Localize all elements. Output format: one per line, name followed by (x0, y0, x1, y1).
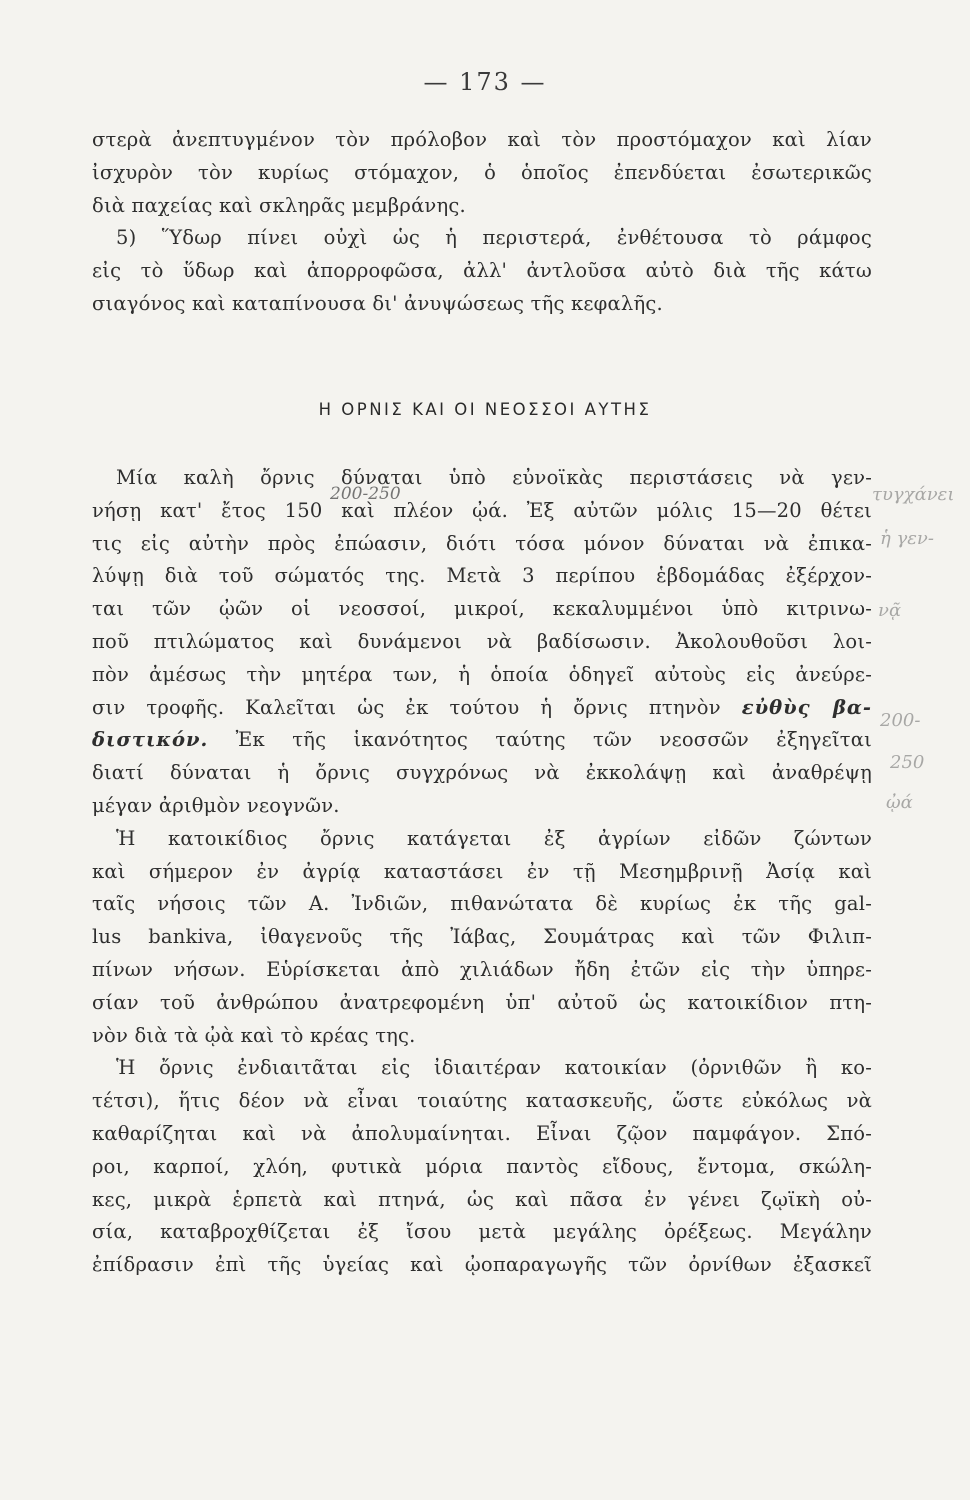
text-line-content: ροι, καρποί, χλόη, φυτικὰ μόρια παντὸς εἴδους, ἔντομα, σκώλη- (92, 1154, 872, 1178)
text-line (92, 255, 872, 288)
text-line-content: νήσῃ κατ' ἔτος 150 καὶ πλέον ᾠά. Ἐξ αὐτῶν μόλις 15—20 θέτει (92, 498, 872, 522)
text-line (92, 1184, 872, 1217)
text-line (92, 288, 872, 321)
handwritten-margin-note: ἡ γεν- (880, 528, 934, 549)
text-line-content: εἰς τὸ ὕδωρ καὶ ἀπορροφῶσα, ἀλλ' ἀντλοῦσα αὐτὸ διὰ τῆς κάτω (92, 259, 872, 283)
text-line-content: διὰ παχείας καὶ σκληρᾶς μεμβράνης. (92, 193, 466, 217)
text-line-content: ποῦ πτιλώματος καὶ δυνάμενοι νὰ βαδίσωσιν. Ἀκολουθοῦσι λοι- (92, 629, 872, 653)
text-line (92, 528, 872, 561)
text-line (92, 495, 872, 528)
top-paragraphs (92, 124, 872, 321)
text-line-content: τέτσι), ἥτις δέον νὰ εἶναι τοιαύτης κατασκευῆς, ὥστε εὐκόλως νὰ (92, 1089, 872, 1113)
handwritten-inline-note: 200-250 (330, 484, 401, 504)
text-line (92, 790, 872, 823)
text-line-content: μέγαν ἀριθμὸν νεογνῶν. (92, 793, 340, 817)
text-line (92, 157, 872, 190)
main-paragraphs (92, 462, 872, 1282)
text-line-content: ται τῶν ᾠῶν οἱ νεοσσοί, μικροί, κεκαλυμμένοι ὑπὸ κιτρινω- (92, 597, 872, 621)
text-line (92, 190, 872, 223)
text-line (92, 593, 872, 626)
text-line (92, 1020, 872, 1053)
handwritten-margin-note: νᾷ (878, 600, 902, 621)
text-line-content: lus bankiva, ἰθαγενοῦς τῆς Ἰάβας, Σουμάτρας καὶ τῶν Φιλιπ- (92, 925, 872, 949)
text-line (92, 1249, 872, 1282)
text-line-content: πίνων νήσων. Εὑρίσκεται ἀπὸ χιλιάδων ἤδη ἐτῶν εἰς τὴν ὑπηρε- (92, 957, 872, 981)
text-line-content: Ἡ ὄρνις ἐνδιαιτᾶται εἰς ἰδιαιτέραν κατοικίαν (ὀρνιθῶν ἢ κο- (116, 1056, 872, 1080)
text-line-content: σίαν τοῦ ἀνθρώπου ἀνατρεφομένη ὑπ' αὐτοῦ ὡς κατοικίδιον πτη- (92, 990, 872, 1014)
page-number: — 173 — (423, 68, 547, 96)
text-line-content: ἐπίδρασιν ἐπὶ τῆς ὑγείας καὶ ᾠοπαραγωγῆς τῶν ὀρνίθων ἐξασκεῖ (92, 1253, 872, 1277)
text-line (92, 1052, 872, 1085)
handwritten-margin-note: ᾠά (886, 792, 913, 813)
text-line (92, 462, 872, 495)
text-line (92, 626, 872, 659)
text-line (92, 823, 872, 856)
text-line-content: Ἐκ τῆς ἱκανότητος ταύτης τῶν νεοσσῶν ἐξηγεῖται (235, 728, 872, 752)
emphasis-term: εὐθὺς βα- (741, 695, 872, 719)
text-line-content: λύψῃ διὰ τοῦ σώματός της. Μετὰ 3 περίπου ἑβδομάδας ἐξέρχον- (92, 564, 872, 588)
text-line-content: ταῖς νήσοις τῶν Α. Ἰνδιῶν, πιθανώτατα δὲ κυρίως ἐκ τῆς gal- (92, 892, 872, 916)
text-line (92, 954, 872, 987)
text-line-content: κες, μικρὰ ἑρπετὰ καὶ πτηνά, ὡς καὶ πᾶσα ἐν γένει ζῳϊκὴ οὐ- (92, 1187, 872, 1211)
text-line-content: τις εἰς αὐτὴν πρὸς ἐπώασιν, διότι τόσα μόνον δύναται νὰ ἐπικα- (92, 531, 872, 555)
text-line-content: ἰσχυρὸν τὸν κυρίως στόμαχον, ὁ ὁποῖος ἐπενδύεται ἐσωτερικῶς (92, 160, 872, 184)
text-line (92, 856, 872, 889)
text-line-content: Ἡ κατοικίδιος ὄρνις κατάγεται ἐξ ἀγρίων εἰδῶν ζώντων (116, 826, 872, 850)
text-line (92, 124, 872, 157)
text-line-content: διατί δύναται ἡ ὄρνις συγχρόνως νὰ ἐκκολάψῃ καὶ ἀναθρέψῃ (92, 761, 872, 785)
text-line-content: Μία καλὴ ὄρνις δύναται ὑπὸ εὐνοϊκὰς περιστάσεις νὰ γεν- (116, 466, 872, 489)
text-line-content: στερὰ ἀνεπτυγμένον τὸν πρόλοβον καὶ τὸν προστόμαχον καὶ λίαν (92, 128, 872, 151)
text-line-content: καθαρίζηται καὶ νὰ ἀπολυμαίνηται. Εἶναι ζῷον παμφάγον. Σπό- (92, 1121, 872, 1145)
text-line (92, 987, 872, 1020)
text-line (92, 888, 872, 921)
text-line (92, 1151, 872, 1184)
text-line-content: σιν τροφῆς. Καλεῖται ὡς ἐκ τούτου ἡ ὄρνις πτηνὸν (92, 695, 721, 719)
handwritten-margin-note: τυγχάνει (872, 484, 955, 505)
text-line-content: σιαγόνος καὶ καταπίνουσα δι' ἀνυψώσεως τῆς κεφαλῆς. (92, 291, 663, 315)
text-line (92, 659, 872, 692)
text-line-content: πὸν ἀμέσως τὴν μητέρα των, ἡ ὁποία ὁδηγεῖ αὐτοὺς εἰς ἀνεύρε- (92, 662, 872, 686)
handwritten-margin-note: 200- (880, 710, 921, 731)
text-line (92, 222, 872, 255)
text-line-content: καὶ σήμερον ἐν ἀγρίᾳ καταστάσει ἐν τῇ Μεσημβρινῇ Ἀσίᾳ καὶ (92, 859, 872, 883)
handwritten-margin-note: 250 (890, 752, 925, 773)
text-line (92, 692, 872, 725)
text-line-content: 5) Ὕδωρ πίνει οὐχὶ ὡς ἡ περιστερά, ἐνθέτουσα τὸ ράμφος (116, 226, 872, 250)
text-line-content: νὸν διὰ τὰ ᾠὰ καὶ τὸ κρέας της. (92, 1023, 416, 1047)
text-line (92, 1216, 872, 1249)
text-line (92, 757, 872, 790)
text-line-content: σία, καταβροχθίζεται ἐξ ἴσου μετὰ μεγάλης ὀρέξεως. Μεγάλην (92, 1220, 872, 1244)
text-line (92, 724, 872, 757)
text-line (92, 560, 872, 593)
text-line (92, 1085, 872, 1118)
text-line (92, 1118, 872, 1151)
text-line (92, 921, 872, 954)
emphasis-term: διστικόν. (92, 728, 209, 752)
section-heading: Η ΟΡΝΙΣ ΚΑΙ ΟΙ ΝΕΟΣΣΟΙ ΑΥΤΗΣ (318, 400, 652, 419)
